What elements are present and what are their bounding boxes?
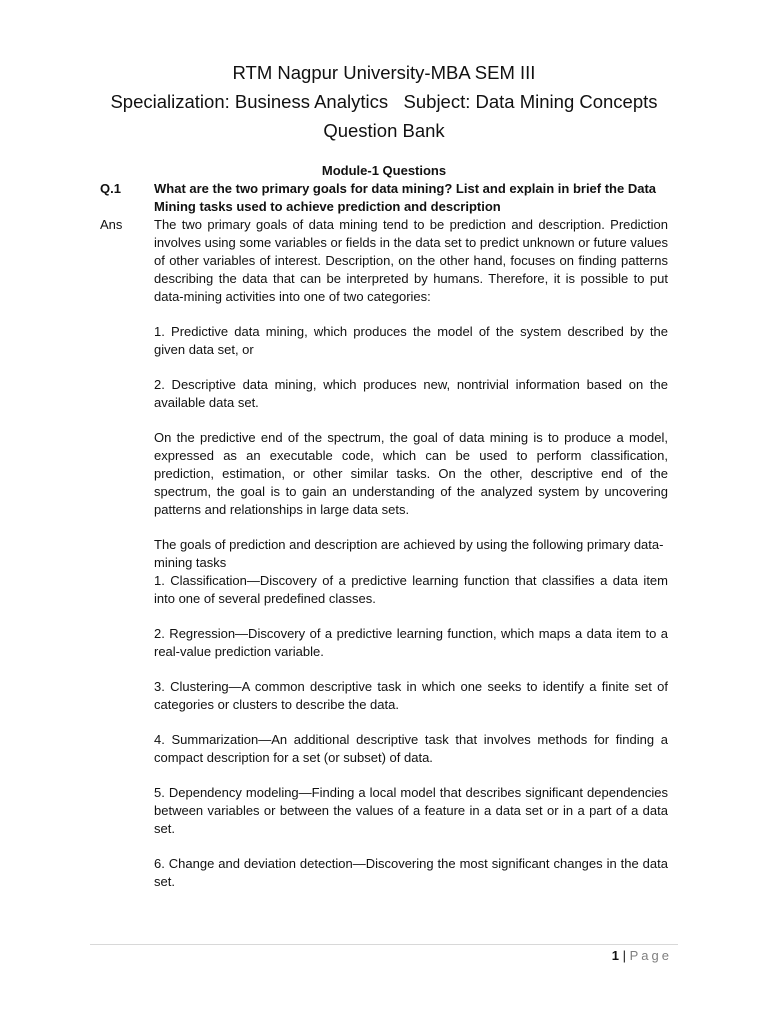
university-title: RTM Nagpur University-MBA SEM III [232,62,536,83]
answer-paragraph: 2. Descriptive data mining, which produces new, nontrivial information based on the available data set. [154,377,668,410]
page-label: Page [629,948,672,963]
task-item: 4. Summarization—An additional descriptive task that involves methods for finding a compact description for a set (or subset) of data. [154,732,668,765]
answer-label: Ans [100,217,123,232]
answer-paragraph: The two primary goals of data mining tend to be prediction and description. Prediction involves using some variables or fields in the data set to predict unknown or future values of other variables of interest. Description, on the other hand, focuses on finding patterns describing the data that can be interpreted by humans. Therefore, it is possible to put data-mining activities into one of two categories: [154,217,668,304]
task-item: 2. Regression—Discovery of a predictive learning function, which maps a data item to a real-value prediction variable. [154,626,668,659]
question-text: What are the two primary goals for data mining? List and explain in brief the Data Mining tasks used to achieve prediction and description [154,181,657,214]
answer-paragraph: The goals of prediction and description are achieved by using the following primary data-mining tasks [154,537,664,570]
task-item: 6. Change and deviation detection—Discovering the most significant changes in the data set. [154,856,668,889]
footer-divider [90,944,678,945]
answer-paragraph: On the predictive end of the spectrum, the goal of data mining is to produce a model, expressed as an executable code, which can be used to perform classification, prediction, estimation, or other similar tasks. On the other, descriptive end of the spectrum, the goal is to gain an understanding of the analyzed system by uncovering patterns and relationships in large data sets. [154,430,668,517]
document-header [0,58,768,145]
footer-separator: | [622,948,626,963]
page-number: 1 [611,948,619,963]
task-item: 1. Classification—Discovery of a predictive learning function that classifies a data item into one of several predefined classes. [154,573,668,606]
page-footer [612,947,672,965]
subject-title: Specialization: Business Analytics Subject: Data Mining Concepts [110,91,658,112]
answer-body [154,216,668,891]
question-bank-title: Question Bank [323,120,445,141]
answer-paragraph: 1. Predictive data mining, which produces the model of the system described by the given data set, or [154,324,668,357]
question-label: Q.1 [100,181,121,196]
task-item: 3. Clustering—A common descriptive task in which one seeks to identify a finite set of categories or clusters to describe the data. [154,679,668,712]
task-item: 5. Dependency modeling—Finding a local model that describes significant dependencies between variables or between the values of a feature in a data set or in a part of a data set. [154,785,668,836]
module-title: Module-1 Questions [321,163,447,178]
